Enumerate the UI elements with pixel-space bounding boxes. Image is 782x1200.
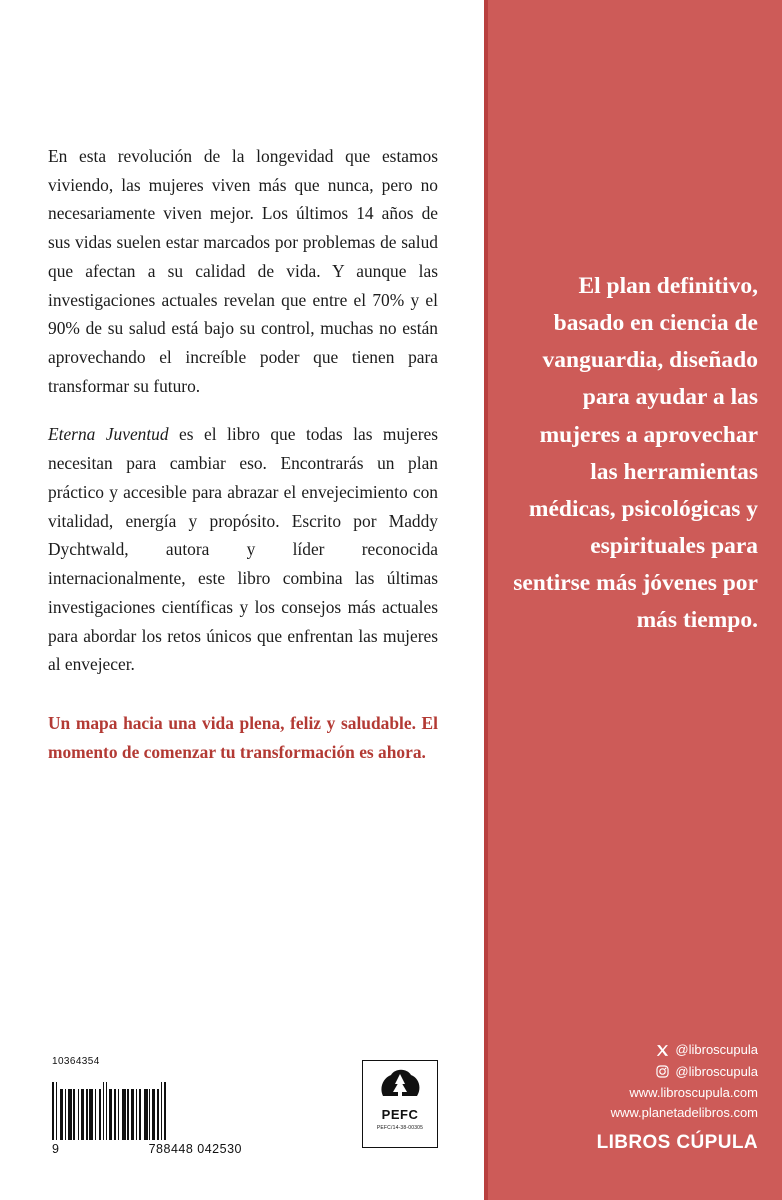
blurb-block xyxy=(48,142,438,766)
back-cover-right-panel xyxy=(484,0,782,1200)
barcode xyxy=(52,1082,242,1156)
blurb-paragraph-2 xyxy=(48,420,438,678)
instagram-handle: @libroscupula xyxy=(675,1063,758,1079)
product-code: 10364354 xyxy=(52,1056,100,1067)
pefc-label: PEFC xyxy=(381,1107,419,1122)
pefc-certification-logo xyxy=(362,1060,438,1148)
pefc-code: PEFC/14-38-00305 xyxy=(376,1125,424,1131)
publisher-imprint: LIBROS CÚPULA xyxy=(596,1132,758,1153)
website-primary[interactable]: www.libroscupula.com xyxy=(629,1084,758,1100)
barcode-digit-group-left: 9 xyxy=(52,1142,60,1156)
book-title-italic: Eterna Juventud xyxy=(48,424,169,445)
instagram-contact-row[interactable] xyxy=(508,1062,758,1082)
barcode-digits xyxy=(52,1142,242,1156)
marketing-pitch: El plan definitivo, basado en ciencia de vanguardia, diseñado para ayudar a las mujeres a aprovechar las herramientas médicas, psicológicas y espirituales para sentirse más jóvenes por más tiempo. xyxy=(513,273,758,634)
blurb-paragraph-2-rest: es el libro que todas las mujeres necesitan para cambiar eso. Encontrarás un plan práctico y accesible para abrazar el envejecimiento con vitalidad, energía y propósito. Escrito por Maddy Dychtwald, autora y líder reconocida internacionalmente, este libro combina las últimas investigaciones científicas y los consejos más actuales para abordar los retos únicos que enfrentan las mujeres al envejecer. xyxy=(48,424,438,675)
blurb-highlight: Un mapa hacia una vida plena, feliz y saludable. El momento de comenzar tu transformación es ahora. xyxy=(48,712,438,762)
twitter-contact-row[interactable] xyxy=(508,1040,758,1060)
website-secondary[interactable]: www.planetadelibros.com xyxy=(610,1104,758,1120)
publisher-contact-block xyxy=(508,1040,758,1154)
instagram-icon xyxy=(655,1065,669,1079)
pefc-tree-icon xyxy=(377,1066,423,1106)
twitter-x-icon xyxy=(655,1044,669,1058)
barcode-digit-group-right: 788448 042530 xyxy=(148,1142,242,1156)
blurb-paragraph-1: En esta revolución de la longevidad que estamos viviendo, las mujeres viven más que nunca, pero no necesariamente viven mejor. Los últimos 14 años de sus vidas suelen estar marcados por problemas de salud que afectan a su calidad de vida. Y aunque las investigaciones actuales revelan que entre el 70% y el 90% de su salud está bajo su control, muchas no están aprovechando el increíble poder que tienen para transformar su futuro. xyxy=(48,146,438,396)
twitter-handle: @libroscupula xyxy=(675,1042,758,1058)
barcode-bars xyxy=(52,1082,238,1140)
spine-divider xyxy=(484,0,488,1200)
